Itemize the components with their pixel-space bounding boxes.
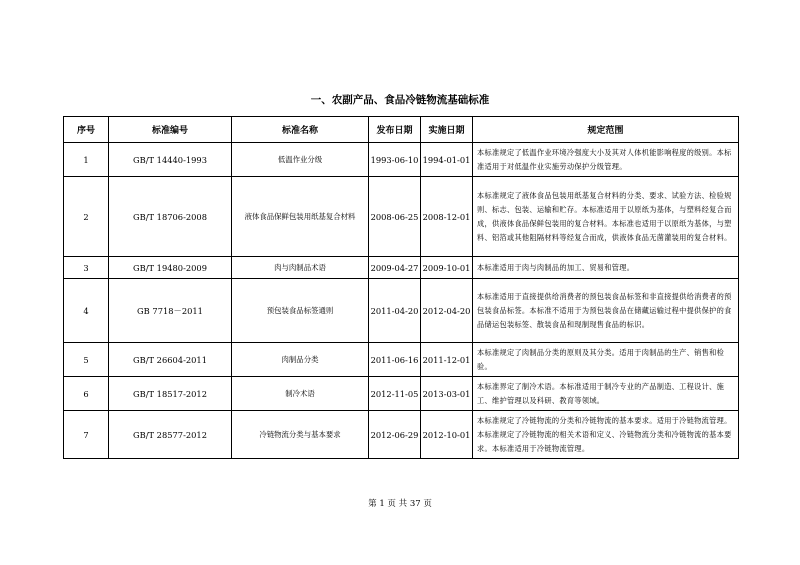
table-header-row	[64, 117, 739, 143]
cell-seq: 1	[64, 143, 109, 177]
cell-effective-date: 2008-12-01	[421, 177, 473, 257]
table-row	[64, 411, 739, 459]
header-code: 标准编号	[109, 117, 232, 143]
cell-code: GB/T 14440-1993	[109, 143, 232, 177]
header-effective-date: 实施日期	[421, 117, 473, 143]
cell-name: 制冷术语	[232, 377, 369, 411]
cell-name: 冷链物流分类与基本要求	[232, 411, 369, 459]
standards-table	[63, 116, 739, 459]
cell-effective-date: 2011-12-01	[421, 343, 473, 377]
cell-scope: 本标准规定了肉制品分类的原则及其分类。适用于肉制品的生产、销售和检验。	[473, 343, 739, 377]
cell-effective-date: 1994-01-01	[421, 143, 473, 177]
header-publish-date: 发布日期	[369, 117, 421, 143]
table-row	[64, 143, 739, 177]
cell-seq: 3	[64, 257, 109, 279]
cell-name: 液体食品保鲜包装用纸基复合材料	[232, 177, 369, 257]
cell-name: 预包装食品标签通则	[232, 279, 369, 343]
cell-scope: 本标准规定了低温作业环境冷强度大小及其对人体机能影响程度的级别。本标准适用于对低温作业实施劳动保护分级管理。	[473, 143, 739, 177]
cell-code: GB/T 19480-2009	[109, 257, 232, 279]
cell-effective-date: 2013-03-01	[421, 377, 473, 411]
cell-code: GB/T 26604-2011	[109, 343, 232, 377]
table-row	[64, 279, 739, 343]
cell-publish-date: 2012-06-29	[369, 411, 421, 459]
page-footer: 第 1 页 共 37 页	[368, 499, 432, 509]
cell-name: 肉制品分类	[232, 343, 369, 377]
cell-seq: 5	[64, 343, 109, 377]
cell-scope: 本标准适用于直接提供给消费者的预包装食品标签和非直接提供给消费者的预包装食品标签。本标准不适用于为预包装食品在储藏运输过程中提供保护的食品储运包装标签、散装食品和现制现售食品的标识。	[473, 279, 739, 343]
table-row	[64, 177, 739, 257]
header-seq: 序号	[64, 117, 109, 143]
cell-code: GB/T 28577-2012	[109, 411, 232, 459]
table-row	[64, 343, 739, 377]
cell-publish-date: 2011-06-16	[369, 343, 421, 377]
table-row	[64, 377, 739, 411]
cell-publish-date: 2008-06-25	[369, 177, 421, 257]
cell-code: GB/T 18517-2012	[109, 377, 232, 411]
header-scope: 规定范围	[473, 117, 739, 143]
cell-code: GB 7718－2011	[109, 279, 232, 343]
cell-name: 低温作业分级	[232, 143, 369, 177]
cell-effective-date: 2012-10-01	[421, 411, 473, 459]
cell-publish-date: 1993-06-10	[369, 143, 421, 177]
cell-code: GB/T 18706-2008	[109, 177, 232, 257]
cell-effective-date: 2009-10-01	[421, 257, 473, 279]
cell-publish-date: 2011-04-20	[369, 279, 421, 343]
cell-seq: 7	[64, 411, 109, 459]
cell-scope: 本标准界定了制冷术语。本标准适用于制冷专业的产品制造、工程设计、施工、维护管理以及科研、教育等领域。	[473, 377, 739, 411]
cell-scope: 本标准规定了冷链物流的分类和冷链物流的基本要求。适用于冷链物流管理。本标准规定了冷链物流的相关术语和定义、冷链物流分类和冷链物流的基本要求。本标准适用于冷链物流管理。	[473, 411, 739, 459]
page-title: 一、农副产品、食品冷链物流基础标准	[310, 94, 490, 106]
cell-name: 肉与肉制品术语	[232, 257, 369, 279]
cell-seq: 2	[64, 177, 109, 257]
cell-scope: 本标准规定了液体食品包装用纸基复合材料的分类、要求、试验方法、检验规则、标志、包装、运输和贮存。本标准适用于以原纸为基体，与塑料经复合而成，供液体食品保鲜包装用的复合材料。本标准也适用于以原纸为基体，与塑料、铝箔或其他阻隔材料等经复合而成，供液体食品无菌灌装用的复合材料。	[473, 177, 739, 257]
cell-seq: 4	[64, 279, 109, 343]
cell-publish-date: 2012-11-05	[369, 377, 421, 411]
cell-seq: 6	[64, 377, 109, 411]
header-name: 标准名称	[232, 117, 369, 143]
cell-scope: 本标准适用于肉与肉制品的加工、贸易和管理。	[473, 257, 739, 279]
cell-effective-date: 2012-04-20	[421, 279, 473, 343]
table-row	[64, 257, 739, 279]
cell-publish-date: 2009-04-27	[369, 257, 421, 279]
